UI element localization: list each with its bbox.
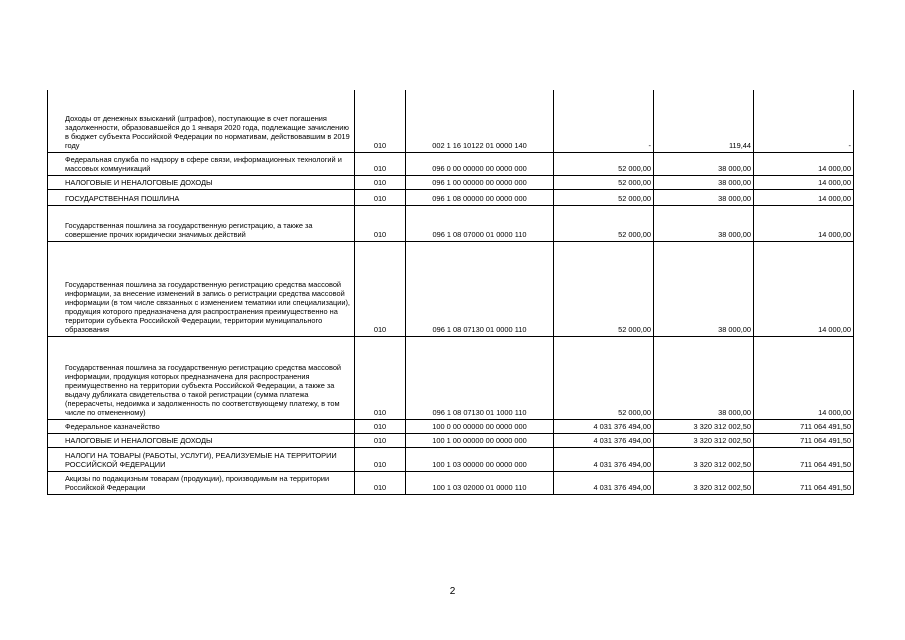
unexecuted-amount-cell: 14 000,00 (754, 189, 854, 205)
approved-amount-cell: 4 031 376 494,00 (554, 447, 654, 471)
revenue-name-cell: Федеральная служба по надзору в сфере связи, информационных технологий и массовых коммуникаций (48, 152, 355, 175)
unexecuted-amount-cell: 14 000,00 (754, 152, 854, 175)
table-row (48, 471, 854, 494)
approved-amount-cell: 4 031 376 494,00 (554, 419, 654, 433)
line-code-cell: 010 (355, 90, 406, 152)
approved-amount-cell: 52 000,00 (554, 241, 654, 336)
approved-amount-cell: 52 000,00 (554, 175, 654, 189)
budget-classification-code-cell: 096 1 08 07130 01 0000 110 (406, 241, 554, 336)
table-body (48, 90, 854, 494)
revenue-name-cell: НАЛОГОВЫЕ И НЕНАЛОГОВЫЕ ДОХОДЫ (48, 175, 355, 189)
budget-classification-code-cell: 096 1 00 00000 00 0000 000 (406, 175, 554, 189)
approved-amount-cell: 52 000,00 (554, 189, 654, 205)
revenue-name-cell: Государственная пошлина за государственную регистрацию, а также за совершение прочих юридически значимых действий (48, 205, 355, 241)
revenue-name-cell: Государственная пошлина за государственную регистрацию средства массовой информации, продукция которых предназначена для распространения преимущественно на территории субъекта Российской Федерации, а также за выдачу дубликата свидетельства о такой регистрации (сумма платежа (перерасчеты, недоимка и задолженность по соответствующему платежу, в том числе по отмененному) (48, 336, 355, 419)
approved-amount-cell: 52 000,00 (554, 152, 654, 175)
executed-amount-cell: 38 000,00 (654, 336, 754, 419)
unexecuted-amount-cell: 14 000,00 (754, 241, 854, 336)
executed-amount-cell: 3 320 312 002,50 (654, 419, 754, 433)
line-code-cell: 010 (355, 336, 406, 419)
table-row (48, 205, 854, 241)
unexecuted-amount-cell: 711 064 491,50 (754, 471, 854, 494)
approved-amount-cell: 4 031 376 494,00 (554, 433, 654, 447)
budget-classification-code-cell: 100 0 00 00000 00 0000 000 (406, 419, 554, 433)
page-number: 2 (449, 586, 456, 597)
unexecuted-amount-cell: 14 000,00 (754, 175, 854, 189)
executed-amount-cell: 3 320 312 002,50 (654, 447, 754, 471)
budget-classification-code-cell: 100 1 00 00000 00 0000 000 (406, 433, 554, 447)
unexecuted-amount-cell: 711 064 491,50 (754, 433, 854, 447)
executed-amount-cell: 38 000,00 (654, 152, 754, 175)
revenue-name-cell: ГОСУДАРСТВЕННАЯ ПОШЛИНА (48, 189, 355, 205)
unexecuted-amount-cell: 14 000,00 (754, 205, 854, 241)
table-row (48, 336, 854, 419)
unexecuted-amount-cell: 711 064 491,50 (754, 419, 854, 433)
table-row (48, 152, 854, 175)
budget-classification-code-cell: 100 1 03 02000 01 0000 110 (406, 471, 554, 494)
executed-amount-cell: 38 000,00 (654, 205, 754, 241)
approved-amount-cell: 52 000,00 (554, 336, 654, 419)
revenue-execution-table (47, 90, 854, 495)
executed-amount-cell: 3 320 312 002,50 (654, 433, 754, 447)
table-row (48, 189, 854, 205)
table-row (48, 447, 854, 471)
budget-classification-code-cell: 100 1 03 00000 00 0000 000 (406, 447, 554, 471)
line-code-cell: 010 (355, 447, 406, 471)
executed-amount-cell: 3 320 312 002,50 (654, 471, 754, 494)
budget-classification-code-cell: 096 1 08 07000 01 0000 110 (406, 205, 554, 241)
line-code-cell: 010 (355, 152, 406, 175)
line-code-cell: 010 (355, 419, 406, 433)
line-code-cell: 010 (355, 205, 406, 241)
unexecuted-amount-cell: - (754, 90, 854, 152)
revenue-name-cell: Доходы от денежных взысканий (штрафов), поступающие в счет погашения задолженности, образовавшейся до 1 января 2020 года, подлежащие зачислению в бюджет субъекта Российской Федерации по нормативам, действовавшим в 2019 году (48, 90, 355, 152)
unexecuted-amount-cell: 14 000,00 (754, 336, 854, 419)
table-row (48, 175, 854, 189)
line-code-cell: 010 (355, 241, 406, 336)
line-code-cell: 010 (355, 189, 406, 205)
table-row (48, 90, 854, 152)
table-row (48, 433, 854, 447)
line-code-cell: 010 (355, 175, 406, 189)
executed-amount-cell: 38 000,00 (654, 175, 754, 189)
table-row (48, 419, 854, 433)
revenue-name-cell: Федеральное казначейство (48, 419, 355, 433)
executed-amount-cell: 38 000,00 (654, 241, 754, 336)
executed-amount-cell: 38 000,00 (654, 189, 754, 205)
executed-amount-cell: 119,44 (654, 90, 754, 152)
line-code-cell: 010 (355, 433, 406, 447)
approved-amount-cell: - (554, 90, 654, 152)
revenue-name-cell: Акцизы по подакцизным товарам (продукции), производимым на территории Российской Федерации (48, 471, 355, 494)
table-row (48, 241, 854, 336)
revenue-name-cell: НАЛОГИ НА ТОВАРЫ (РАБОТЫ, УСЛУГИ), РЕАЛИЗУЕМЫЕ НА ТЕРРИТОРИИ РОССИЙСКОЙ ФЕДЕРАЦИИ (48, 447, 355, 471)
budget-classification-code-cell: 096 1 08 00000 00 0000 000 (406, 189, 554, 205)
approved-amount-cell: 52 000,00 (554, 205, 654, 241)
revenue-name-cell: Государственная пошлина за государственную регистрацию средства массовой информации, за внесение изменений в запись о регистрации средства массовой информации (в том числе связанных с изменением тематики или специализации), продукция которого предназначена для распространения преимущественно на территории субъекта Российской Федерации, территории муниципального образования (48, 241, 355, 336)
budget-classification-code-cell: 002 1 16 10122 01 0000 140 (406, 90, 554, 152)
budget-classification-code-cell: 096 0 00 00000 00 0000 000 (406, 152, 554, 175)
approved-amount-cell: 4 031 376 494,00 (554, 471, 654, 494)
line-code-cell: 010 (355, 471, 406, 494)
unexecuted-amount-cell: 711 064 491,50 (754, 447, 854, 471)
revenue-name-cell: НАЛОГОВЫЕ И НЕНАЛОГОВЫЕ ДОХОДЫ (48, 433, 355, 447)
budget-classification-code-cell: 096 1 08 07130 01 1000 110 (406, 336, 554, 419)
